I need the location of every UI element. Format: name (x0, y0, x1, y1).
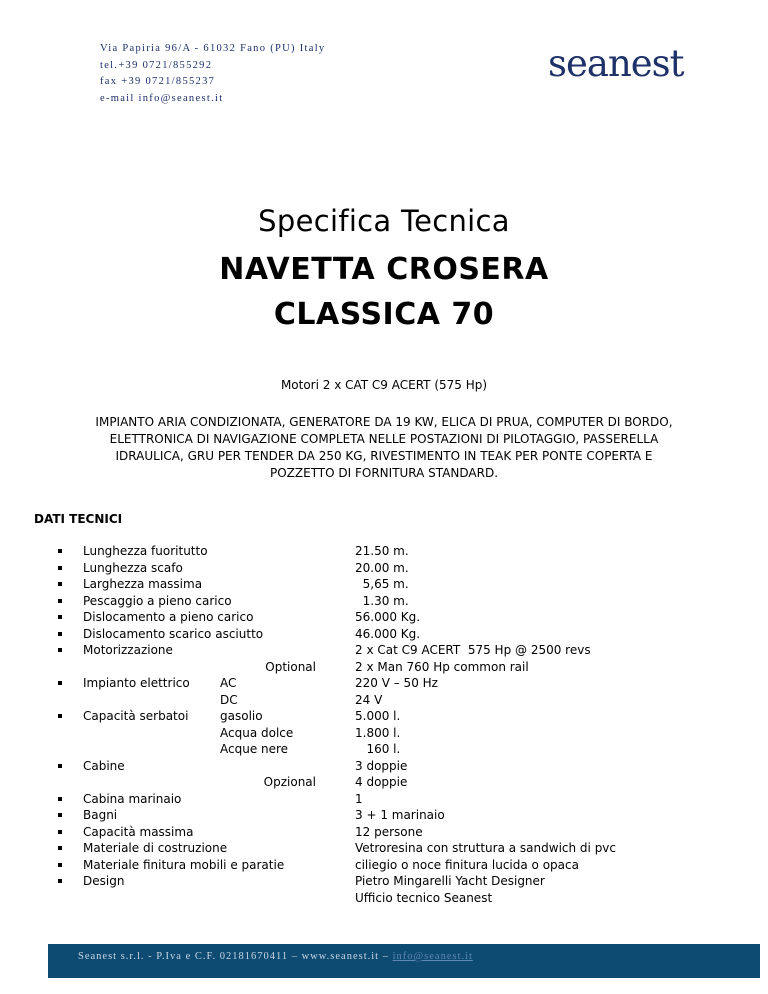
spec-value: 220 V – 50 Hz (355, 676, 438, 690)
spec-option-label: Opzional (263, 775, 316, 789)
spec-label: Materiale finitura mobili e paratie (83, 857, 285, 872)
bullet-icon (58, 879, 62, 883)
spec-value: Ufficio tecnico Seanest (355, 890, 493, 905)
equipment-line: POZZETTO DI FORNITURA STANDARD. (269, 466, 499, 480)
spec-row (0, 609, 768, 626)
spec-row (0, 741, 768, 758)
bullet-icon (58, 582, 62, 586)
letterhead-contact (100, 41, 325, 107)
engine-line: Motori 2 x CAT C9 ACERT (575 Hp) (280, 378, 488, 392)
spec-label: Cabine (83, 758, 125, 773)
spec-row (0, 824, 768, 841)
spec-value: 1.800 l. (355, 725, 401, 740)
spec-value: 5,65 m. (355, 577, 409, 591)
bullet-icon (58, 846, 62, 850)
document-heading: Specifica Tecnica (258, 204, 510, 238)
bullet-icon (58, 648, 62, 652)
spec-row (0, 560, 768, 577)
equipment-line: IDRAULICA, GRU PER TENDER DA 250 KG, RIVESTIMENTO IN TEAK PER PONTE COPERTA E (115, 449, 653, 463)
address-text: Via Papiria 96/A - 61032 Fano (PU) Italy (100, 43, 326, 54)
spec-row (0, 692, 768, 709)
spec-sublabel: DC (220, 692, 238, 707)
bullet-icon (58, 830, 62, 834)
spec-value: 3 doppie (355, 758, 408, 773)
spec-value: Vetroresina con struttura a sandwich di pvc (355, 841, 617, 855)
fax-text: fax +39 0721/855237 (100, 76, 216, 87)
spec-row (0, 543, 768, 560)
footer-email-link[interactable]: info@seanest.it (392, 951, 473, 962)
bullet-icon (58, 764, 62, 768)
spec-value: 21.50 m. (355, 544, 409, 558)
spec-option-label: Optional (265, 659, 316, 674)
spec-label: Lunghezza scafo (83, 560, 183, 575)
spec-value: 2 x Cat C9 ACERT 575 Hp @ 2500 revs (355, 643, 591, 657)
spec-value: 160 l. (355, 742, 401, 756)
spec-sublabel: gasolio (220, 709, 263, 723)
spec-value: 12 persone (355, 824, 423, 839)
spec-row (0, 675, 768, 692)
spec-row (0, 725, 768, 742)
section-title: DATI TECNICI (34, 512, 123, 526)
footer-text (78, 951, 473, 962)
bullet-icon (58, 599, 62, 603)
spec-label: Dislocamento a pieno carico (83, 610, 254, 624)
spec-row (0, 576, 768, 593)
spec-row (0, 659, 768, 676)
spec-label: Cabina marinaio (83, 791, 182, 806)
spec-list (0, 543, 768, 906)
spec-row (0, 857, 768, 874)
equipment-line: ELETTRONICA DI NAVIGAZIONE COMPLETA NELLE POSTAZIONI DI PILOTAGGIO, PASSERELLA (109, 432, 659, 446)
footer-bar (48, 944, 760, 978)
spec-value: 56.000 Kg. (355, 610, 421, 624)
spec-value: 20.00 m. (355, 560, 409, 575)
bullet-icon (58, 549, 62, 553)
seanest-logo: seanest (548, 42, 684, 85)
spec-row (0, 774, 768, 791)
bullet-icon (58, 813, 62, 817)
bullet-icon (58, 797, 62, 801)
spec-value: ciliegio o noce finitura lucida o opaca (355, 857, 579, 872)
spec-label: Motorizzazione (83, 643, 173, 657)
spec-label: Larghezza massima (83, 577, 203, 591)
spec-row (0, 642, 768, 659)
spec-label: Lunghezza fuoritutto (83, 544, 208, 558)
model-title-line2: CLASSICA 70 (273, 297, 495, 332)
spec-value: 1.30 m. (355, 593, 409, 608)
spec-label: Design (83, 874, 125, 888)
bullet-icon (58, 714, 62, 718)
spec-value: 1 (355, 791, 363, 806)
spec-row (0, 840, 768, 857)
phone-text: tel.+39 0721/855292 (100, 59, 213, 71)
bullet-icon (58, 632, 62, 636)
standard-equipment (74, 414, 694, 482)
spec-row (0, 758, 768, 775)
spec-row (0, 708, 768, 725)
bullet-icon (58, 863, 62, 867)
spec-row (0, 791, 768, 808)
spec-row (0, 593, 768, 610)
footer-company: Seanest s.r.l. - P.Iva e C.F. 02181670411 – www.seanest.it – (78, 951, 393, 962)
spec-label: Pescaggio a pieno carico (83, 593, 232, 608)
spec-value: 46.000 Kg. (355, 626, 421, 641)
spec-row (0, 807, 768, 824)
spec-label: Capacità massima (83, 824, 194, 839)
spec-row (0, 873, 768, 890)
spec-label: Dislocamento scarico asciutto (83, 626, 264, 641)
spec-value: 3 + 1 marinaio (355, 808, 445, 822)
equipment-line: IMPIANTO ARIA CONDIZIONATA, GENERATORE DA 19 KW, ELICA DI PRUA, COMPUTER DI BORDO, (95, 415, 673, 429)
spec-value: 5.000 l. (355, 709, 401, 723)
model-title-line1: NAVETTA CROSERA (219, 252, 549, 287)
spec-label: Materiale di costruzione (83, 841, 228, 855)
spec-row (0, 626, 768, 643)
spec-value: 24 V (355, 692, 383, 707)
spec-sublabel: Acqua dolce (220, 725, 294, 740)
spec-value: 2 x Man 760 Hp common rail (355, 659, 529, 674)
bullet-icon (58, 615, 62, 619)
spec-value: Pietro Mingarelli Yacht Designer (355, 874, 545, 888)
spec-sublabel: Acque nere (220, 742, 289, 756)
spec-value: 4 doppie (355, 775, 408, 789)
spec-row (0, 890, 768, 907)
bullet-icon (58, 566, 62, 570)
bullet-icon (58, 681, 62, 685)
spec-label: Bagni (83, 808, 118, 822)
spec-label: Impianto elettrico (83, 676, 190, 690)
email-text: e-mail info@seanest.it (100, 92, 224, 104)
spec-label: Capacità serbatoi (83, 709, 189, 723)
spec-sublabel: AC (220, 676, 237, 690)
